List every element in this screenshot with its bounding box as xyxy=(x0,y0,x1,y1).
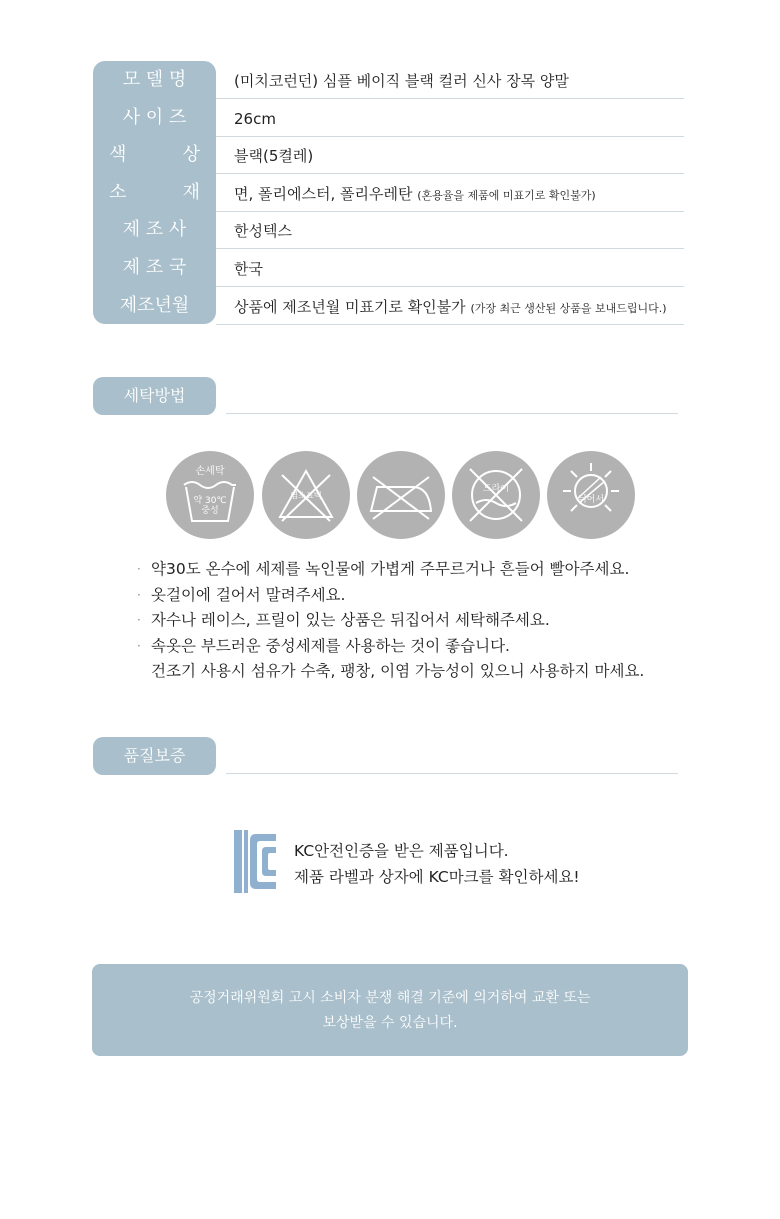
spec-note: (혼용율을 제품에 미표기로 확인불가) xyxy=(417,188,596,202)
kc-certification-text xyxy=(294,838,580,890)
icon-label: 드라이 xyxy=(482,484,510,494)
no-bleach-icon xyxy=(262,451,350,539)
spec-row-mfg-date xyxy=(93,287,684,325)
icon-label: 뉘어서 xyxy=(577,495,605,505)
spec-label: 제 조 국 xyxy=(93,249,216,287)
spec-value: 한국 xyxy=(234,259,263,278)
bullet-icon: · xyxy=(137,587,141,602)
quality-section-title: 품질보증 xyxy=(93,737,216,775)
product-spec-table xyxy=(93,61,684,324)
no-iron-icon xyxy=(357,451,445,539)
notice-line: 보상받을 수 있습니다. xyxy=(322,1015,458,1031)
spec-row-model xyxy=(93,61,684,99)
shade-dry-icon xyxy=(547,451,635,539)
bullet-icon: · xyxy=(137,613,141,627)
spec-row-country xyxy=(93,249,684,287)
kc-line: KC안전인증을 받은 제품입니다. xyxy=(294,842,509,860)
spec-label: 모 델 명 xyxy=(93,61,216,99)
washing-section-title: 세탁방법 xyxy=(93,377,216,415)
kc-mark-icon xyxy=(234,830,276,893)
spec-label xyxy=(93,174,216,212)
list-item: · 약30도 온수에 세제를 녹인물에 가볍게 주무르거나 흔들어 빨아주세요. xyxy=(151,557,644,583)
care-instructions xyxy=(137,557,645,685)
spec-value: 상품에 제조년월 미표기로 확인불가 xyxy=(234,297,466,316)
spec-label: 제조년월 xyxy=(93,287,216,325)
notice-line: 공정거래위원회 고시 소비자 분쟁 해결 기준에 의거하여 교환 또는 xyxy=(189,990,591,1006)
spec-note: (가장 최근 생산된 상품을 보내드립니다.) xyxy=(470,301,667,315)
spec-row-manufacturer xyxy=(93,211,684,249)
bullet-icon: · xyxy=(137,638,141,653)
hand-wash-icon xyxy=(166,451,254,539)
bullet-icon: · xyxy=(137,562,141,576)
spec-value: 26cm xyxy=(234,109,276,128)
icon-label: 중성 xyxy=(201,506,219,516)
notice-box xyxy=(92,964,688,1056)
list-item: · 자수나 레이스, 프릴이 있는 상품은 뒤집어서 세탁해주세요. xyxy=(151,608,644,634)
section-divider xyxy=(226,413,678,414)
care-icons xyxy=(166,451,636,539)
list-item: · 속옷은 부드러운 중성세제를 사용하는 것이 좋습니다. xyxy=(151,634,644,660)
list-item: · 옷걸이에 걸어서 말려주세요. xyxy=(151,583,644,609)
spec-label: 사 이 즈 xyxy=(93,99,216,137)
no-dry-clean-icon xyxy=(452,451,540,539)
spec-value: 면, 폴리에스터, 폴리우레탄 xyxy=(234,184,413,203)
spec-row-material xyxy=(93,174,684,212)
icon-label: 약 30℃ xyxy=(193,496,227,506)
spec-value: 블랙(5켤레) xyxy=(234,147,314,166)
spec-row-size xyxy=(93,99,684,137)
spec-value: (미치코런던) 심플 베이직 블랙 컬러 신사 장목 양말 xyxy=(234,72,569,90)
icon-label: 손세탁 xyxy=(195,466,225,477)
spec-value: 한성텍스 xyxy=(234,222,292,241)
spec-label-part: 색 xyxy=(109,144,127,166)
spec-label-part: 재 xyxy=(182,181,200,203)
kc-line: 제품 라벨과 상자에 KC마크를 확인하세요! xyxy=(294,868,580,886)
spec-row-color xyxy=(93,136,684,174)
icon-label: 염소표백 xyxy=(290,491,322,500)
spec-label: 제 조 사 xyxy=(93,211,216,249)
spec-label-part: 상 xyxy=(182,144,200,166)
spec-label xyxy=(93,136,216,174)
section-divider xyxy=(226,773,678,774)
spec-label-part: 소 xyxy=(109,181,127,203)
list-item: 건조기 사용시 섬유가 수축, 팽창, 이염 가능성이 있으니 사용하지 마세요. xyxy=(151,662,645,680)
